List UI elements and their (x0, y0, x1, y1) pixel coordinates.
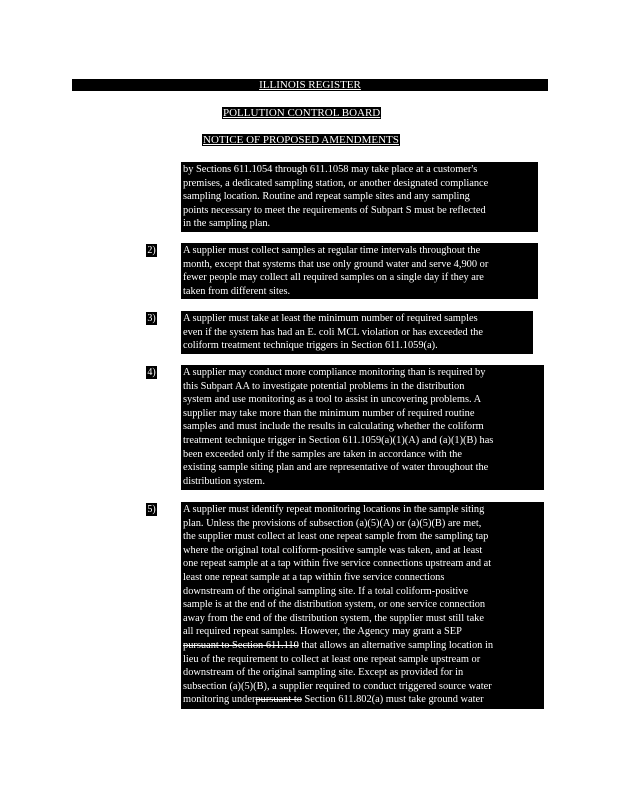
text-line: the supplier must collect at least one repeat sample from the sampling tap (183, 531, 489, 543)
paragraph-4 (181, 365, 544, 490)
text-line: points necessary to meet the requirements of Subpart S must be reflected (183, 204, 486, 216)
item-number: 2) (147, 245, 156, 256)
text-line: been exceeded only if the samples are taken in accordance with the (183, 448, 462, 460)
register-header-bar (72, 79, 548, 91)
text-line: where the original total coliform-positive sample was taken, and at least (183, 544, 483, 556)
paragraph-continuation (181, 162, 538, 232)
text-line: plan. Unless the provisions of subsection (a)(5)(A) or (a)(5)(B) are met, (183, 517, 482, 529)
paragraph-5 (181, 502, 544, 709)
deleted-text: pursuant to (255, 694, 302, 706)
text-line: A supplier may conduct more compliance monitoring than is required by (183, 367, 486, 378)
text-line: subsection (a)(5)(B), a supplier required to conduct triggered source water (183, 680, 492, 692)
text-line: in the sampling plan. (183, 218, 271, 230)
text-line: A supplier must collect samples at regular time intervals throughout the (183, 245, 481, 256)
text-line: existing sample siting plan and are representative of water throughout the (183, 462, 489, 474)
text-line: A supplier must take at least the minimum number of required samples (183, 313, 478, 324)
text-segment: monitoring under (183, 694, 256, 706)
text-line: fewer people may collect all required samples on a single day if they are (183, 272, 484, 284)
text-line: sample is at the end of the distribution system, or one service connection (183, 599, 486, 611)
text-line: treatment technique trigger in Section 611.1059(a)(1)(A) and (a)(1)(B) has (183, 434, 494, 446)
text-line: even if the system has had an E. coli MCL violation or has exceeded the (183, 326, 483, 338)
text-line: this Subpart AA to investigate potential problems in the distribution (183, 380, 465, 392)
text-line: premises, a dedicated sampling station, or another designated compliance (183, 177, 489, 189)
text-line: one repeat sample at a tap within five service connections upstream and at (183, 558, 492, 570)
text-line: downstream of the original sampling site. Except as provided for in (183, 667, 464, 679)
item-number: 5) (147, 504, 156, 515)
register-title: ILLINOIS REGISTER (259, 79, 361, 91)
paragraph-2 (181, 243, 538, 299)
text-line: downstream of the original sampling site. If a total coliform-positive (183, 585, 469, 597)
text-line: lieu of the requirement to collect at least one repeat sample upstream or (183, 653, 481, 665)
paragraph-3 (181, 311, 533, 354)
item-number: 3) (147, 313, 156, 324)
item-number: 4) (147, 367, 156, 378)
text-line: away from the end of the distribution system, the supplier must still take (183, 612, 484, 624)
text-line: supplier may take more than the minimum number of required routine (183, 407, 475, 419)
text-line: month, except that systems that use only ground water and serve 4,900 or (183, 258, 489, 270)
text-line: A supplier must identify repeat monitoring locations in the sample siting (183, 504, 485, 515)
text-line: samples and must include the results in calculating whether the coliform (183, 421, 484, 433)
text-line: distribution system. (183, 475, 265, 487)
text-line-with-deletion (183, 639, 542, 653)
text-line: sampling location. Routine and repeat sample sites and any sampling (183, 191, 470, 203)
text-segment: Section 611.802(a) must take ground water (301, 694, 484, 706)
text-segment: that allows an alternative sampling location in (298, 639, 494, 651)
notice-title: NOTICE OF PROPOSED AMENDMENTS (203, 134, 399, 146)
text-line-with-deletion (183, 693, 542, 707)
text-line: all required repeat samples. However, the Agency may grant a SEP (183, 626, 462, 638)
text-line: taken from different sites. (183, 285, 291, 297)
text-line: system and use monitoring as a tool to assist in uncovering problems. A (183, 394, 482, 406)
deleted-text: pursuant to Section 611.110 (183, 639, 299, 651)
text-line: least one repeat sample at a tap within five service connections (183, 571, 445, 583)
text-line: coliform treatment technique triggers in Section 611.1059(a). (183, 340, 438, 352)
board-title: POLLUTION CONTROL BOARD (223, 107, 381, 119)
text-line: by Sections 611.1054 through 611.1058 may take place at a customer's (183, 164, 478, 175)
